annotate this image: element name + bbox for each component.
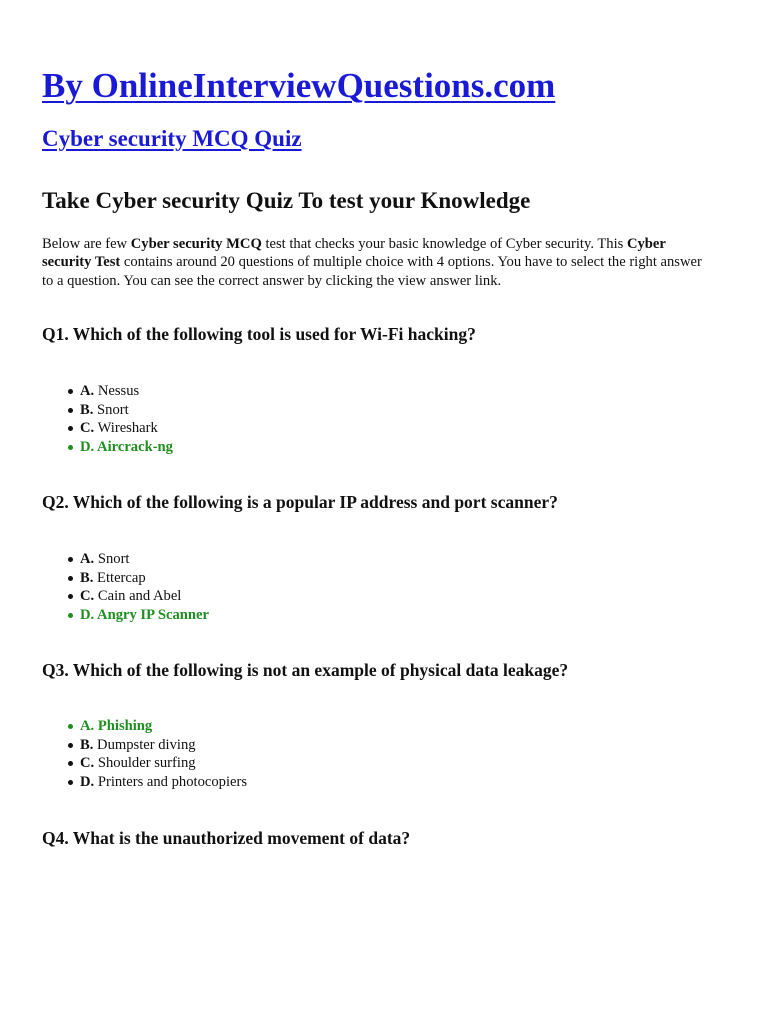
question-heading: Q2. Which of the following is a popular IP address and port scanner? xyxy=(42,492,558,512)
bullet-icon xyxy=(68,557,73,562)
bullet-icon xyxy=(68,724,73,729)
option-text: Snort xyxy=(97,551,130,567)
option-item[interactable] xyxy=(42,773,247,792)
option-text: Snort xyxy=(97,401,129,418)
bullet-icon xyxy=(68,408,73,413)
question-heading: Q4. What is the unauthorized movement of data? xyxy=(42,828,411,848)
option-letter: B. xyxy=(80,401,94,418)
option-item[interactable] xyxy=(42,754,247,773)
option-item-correct[interactable] xyxy=(42,606,209,625)
option-text: Nessus xyxy=(97,383,140,399)
bullet-icon xyxy=(68,780,73,785)
option-letter: D. xyxy=(80,773,95,790)
option-text: Aircrack-ng xyxy=(97,438,173,455)
bullet-icon xyxy=(68,445,73,450)
option-text: Printers and photocopiers xyxy=(97,773,248,790)
option-text: Ettercap xyxy=(97,569,146,586)
option-text: Angry IP Scanner xyxy=(97,606,209,623)
bullet-icon xyxy=(68,594,73,599)
options-list xyxy=(42,717,247,791)
question-heading: Q1. Which of the following tool is used for Wi-Fi hacking? xyxy=(42,324,476,344)
bullet-icon xyxy=(68,426,73,431)
option-letter: C. xyxy=(80,588,95,604)
option-item-correct[interactable] xyxy=(42,438,173,457)
intro-bold-text: Cyber security MCQ xyxy=(130,236,262,252)
option-item[interactable] xyxy=(42,736,247,755)
options-list xyxy=(42,382,173,456)
intro-bold-text: Cyber security Test xyxy=(42,236,666,271)
option-item-correct[interactable] xyxy=(42,717,247,736)
question-heading: Q3. Which of the following is not an example of physical data leakage? xyxy=(42,660,569,680)
bullet-icon xyxy=(68,761,73,766)
option-text: Wireshark xyxy=(97,420,158,436)
intro-paragraph xyxy=(42,235,702,290)
option-text: Cain and Abel xyxy=(97,588,182,604)
option-item[interactable] xyxy=(42,587,209,606)
option-text: Shoulder surfing xyxy=(97,755,196,771)
option-letter: B. xyxy=(80,736,94,753)
bullet-icon xyxy=(68,389,73,394)
option-item[interactable] xyxy=(42,382,173,401)
option-item[interactable] xyxy=(42,569,209,588)
option-item[interactable] xyxy=(42,419,173,438)
option-letter: A. xyxy=(80,718,95,734)
bullet-icon xyxy=(68,613,73,618)
bullet-icon xyxy=(68,576,73,581)
bullet-icon xyxy=(68,743,73,748)
section-heading: Take Cyber security Quiz To test your Knowledge xyxy=(42,188,531,213)
intro-text: test that checks your basic knowledge of Cyber security. This xyxy=(261,236,627,252)
option-letter: A. xyxy=(80,551,95,567)
intro-text: Below are few xyxy=(42,236,131,252)
option-letter: B. xyxy=(80,569,94,586)
intro-text: contains around 20 questions of multiple choice with 4 options. You have to select the right answer to a question. You can see the correct answer by clicking the view answer link. xyxy=(42,254,702,289)
quiz-title-link[interactable]: Cyber security MCQ Quiz xyxy=(42,126,302,151)
option-letter: D. xyxy=(80,438,95,455)
option-letter: C. xyxy=(80,420,95,436)
option-letter: A. xyxy=(80,383,95,399)
option-text: Phishing xyxy=(97,718,153,734)
site-title-link[interactable]: By OnlineInterviewQuestions.com xyxy=(42,66,556,105)
option-letter: C. xyxy=(80,755,95,771)
options-list xyxy=(42,550,209,624)
option-item[interactable] xyxy=(42,550,209,569)
option-item[interactable] xyxy=(42,401,173,420)
option-letter: D. xyxy=(80,606,95,623)
option-text: Dumpster diving xyxy=(97,736,196,753)
